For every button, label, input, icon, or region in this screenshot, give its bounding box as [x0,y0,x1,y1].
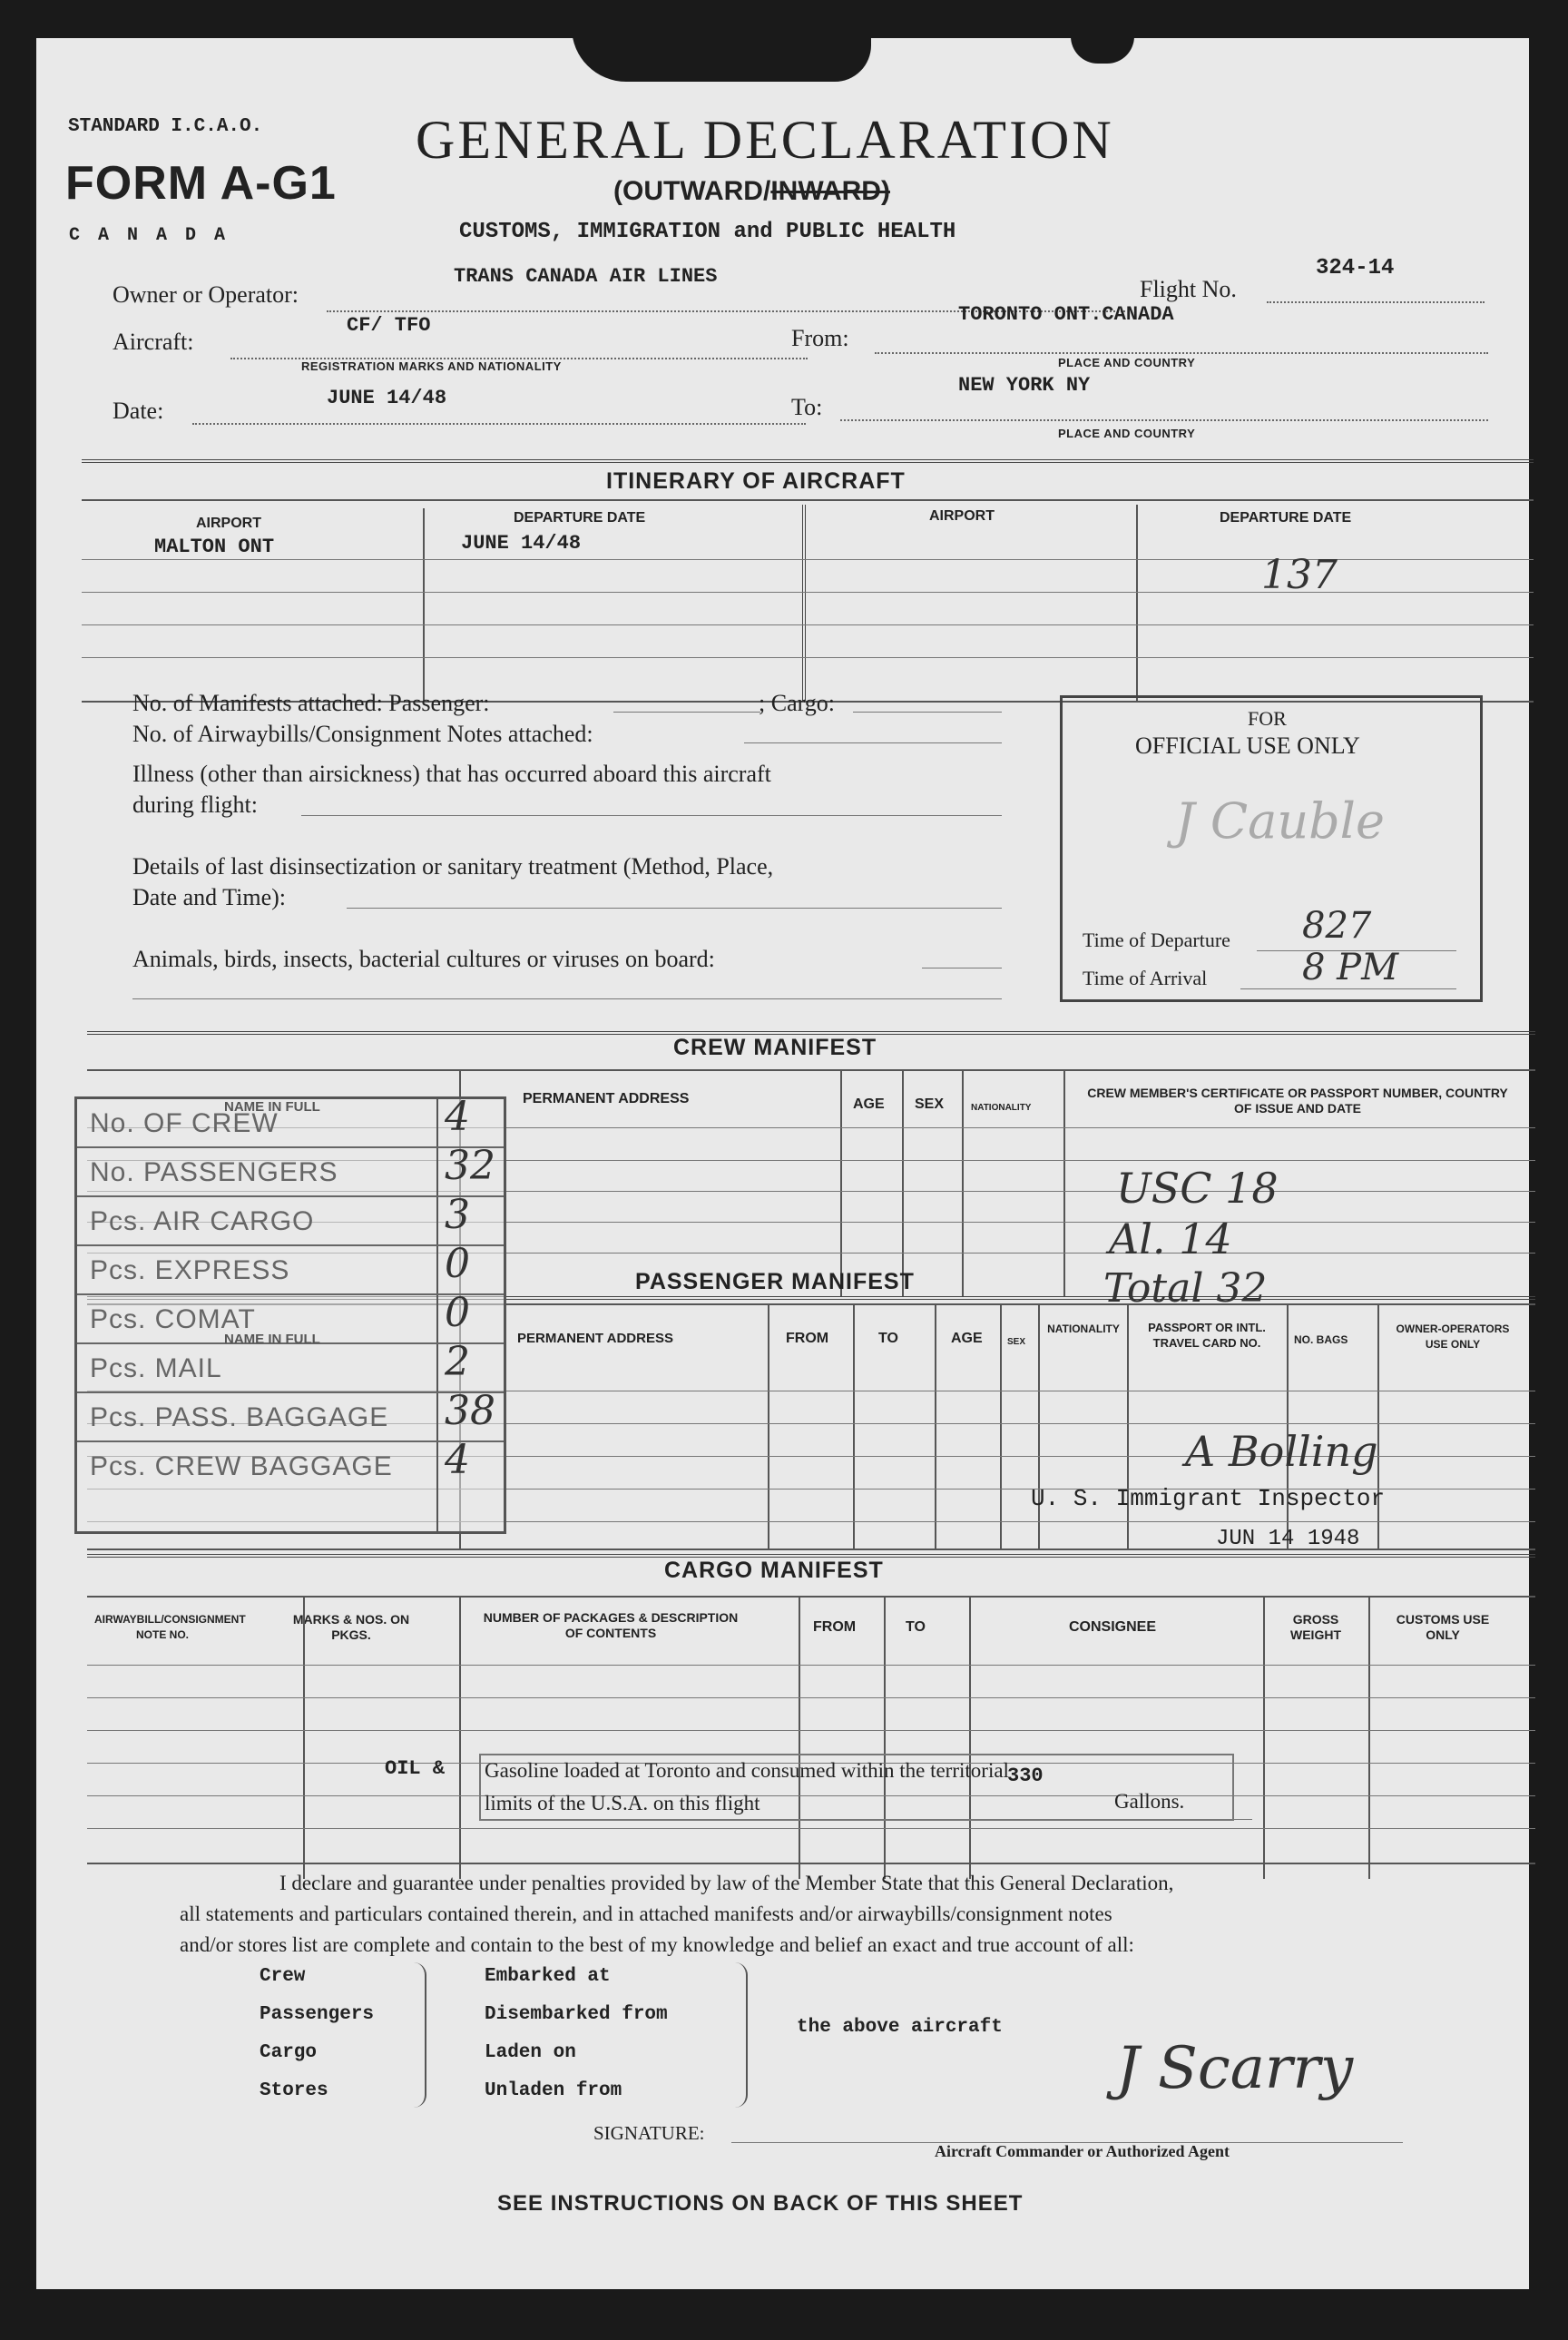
stamp-row-express [77,1241,504,1295]
departure-value: 827 [1302,905,1372,947]
stamp-value: 2 [445,1339,470,1385]
from-label: From: [791,325,849,351]
commander-signature: J Scarry [1116,2035,1354,2102]
stamp-row-pass-baggage [77,1388,504,1442]
cargo-row-2 [87,1697,1535,1698]
official-signature: J Cauble [1175,792,1385,850]
stamp-label: No. PASSENGERS [90,1157,338,1187]
cargo-gallons: Gallons. [1114,1790,1185,1813]
date-value: JUNE 14/48 [327,387,447,409]
decl-item-stores: Stores [260,2080,328,2101]
pass-col-nationality: NATIONALITY [1047,1322,1120,1335]
cargo-fuel-line-2: limits of the U.S.A. on this flight [485,1792,760,1814]
stamp-value: 4 [445,1094,470,1140]
cargo-manifest-title: CARGO MANIFEST [664,1558,884,1583]
cargo-fuel-amount: 330 [1007,1765,1044,1787]
direction-line [613,176,890,207]
itinerary-header-rule [82,499,1534,501]
passenger-manifest-title: PASSENGER MANIFEST [635,1269,915,1294]
from-value: TORONTO ONT.CANADA [958,303,1174,326]
animals-label: Animals, birds, insects, bacterial cultures or viruses on board: [132,946,715,972]
flight-value: 324-14 [1316,256,1395,280]
crew-divider-4 [962,1071,964,1296]
passenger-count-line [613,712,760,713]
pass-col-to: TO [878,1331,898,1346]
signature-label: SIGNATURE: [593,2122,705,2144]
stamp-value: 32 [445,1143,495,1189]
declaration-line-1: I declare and guarantee under penalties provided by law of the Member State that this General Declaration, [279,1872,1174,1894]
official-use-title: OFFICIAL USE ONLY [1135,732,1360,759]
stamp-label: Pcs. COMAT [90,1304,256,1334]
pass-col-passport: PASSPORT OR INTL. TRAVEL CARD NO. [1148,1321,1266,1350]
owner-value: TRANS CANADA AIR LINES [454,265,718,288]
declaration-line-2: all statements and particulars contained therein, and in attached manifests and/or airwaybills/consignment notes [180,1902,1112,1925]
itin-col-airport-2: AIRPORT [929,508,995,524]
stamp-label: Pcs. PASS. BAGGAGE [90,1402,389,1432]
itin-divider-1 [423,508,425,703]
crew-col-nationality: NATIONALITY [971,1103,1032,1113]
stamp-row-air-cargo [77,1192,504,1246]
stamp-row-crew-baggage [77,1437,504,1490]
stamp-label: Pcs. AIR CARGO [90,1206,315,1236]
decl-item-cargo: Cargo [260,2042,318,2063]
decl-action-laden: Laden on [485,2042,576,2063]
crew-col-certificate: CREW MEMBER'S CERTIFICATE OR PASSPORT NUMBER, COUNTRY OF ISSUE AND DATE [1087,1086,1508,1116]
cargo-divider-1 [303,1598,305,1879]
inspector-stamp-date: JUN 14 1948 [1216,1527,1360,1551]
form-number: FORM A-G1 [65,157,337,210]
cargo-col-packages: NUMBER OF PACKAGES & DESCRIPTION OF CONTENTS [483,1610,739,1640]
itin-airport-value: MALTON ONT [154,536,275,558]
cargo-divider-2 [459,1598,461,1879]
place-caption-2: PLACE AND COUNTRY [1058,427,1196,440]
cargo-divider-3 [799,1598,800,1879]
cargo-col-consignee: CONSIGNEE [1069,1619,1157,1635]
airwaybills-label: No. of Airwaybills/Consignment Notes attached: [132,721,593,747]
itin-row-4 [82,657,1534,658]
pass-divider-4 [1000,1305,1002,1549]
country-label: C A N A D A [69,225,230,246]
outward-label: (OUTWARD/ [613,176,771,206]
pass-divider-2 [853,1305,855,1549]
flight-line [1267,301,1485,303]
decl-action-unladen: Unladen from [485,2080,622,2101]
inspector-stamp: U. S. Immigrant Inspector [1031,1485,1386,1512]
pass-divider-3 [935,1305,936,1549]
declaration-line-3: and/or stores list are complete and contain to the best of my knowledge and belief an exact and true account of all: [180,1933,1134,1956]
crew-col-age: AGE [853,1096,885,1112]
stamp-row-passengers [77,1143,504,1197]
cargo-bottom-rule [87,1863,1535,1864]
manifests-attached-label: No. of Manifests attached: Passenger: [132,690,490,716]
itin-row-3 [82,624,1534,625]
declaration-form [36,38,1529,2289]
illness-line [301,815,1002,816]
itin-col-airport-1: AIRPORT [196,516,261,531]
cargo-col-marks: MARKS & NOS. ON PKGS. [292,1612,410,1642]
crew-hw-usc: USC 18 [1116,1164,1279,1213]
date-line [192,423,806,425]
pass-col-bags: NO. BAGS [1294,1333,1348,1346]
arrival-line [1240,988,1456,989]
cargo-col-from: FROM [813,1619,857,1635]
cargo-divider-5 [969,1598,971,1879]
animals-line-2 [132,998,1002,999]
crew-col-name: NAME IN FULL [224,1099,320,1115]
decl-item-passengers: Passengers [260,2004,375,2025]
itin-col-date-2: DEPARTURE DATE [1220,510,1352,526]
pass-col-from: FROM [786,1331,829,1346]
signer-caption: Aircraft Commander or Authorized Agent [935,2142,1230,2160]
stamp-label: Pcs. EXPRESS [90,1255,290,1285]
airwaybills-line [744,742,1002,743]
decl-aircraft: the above aircraft [797,2017,1003,2038]
official-for-label: FOR [1248,707,1287,730]
itin-divider-2 [802,505,806,703]
official-use-box [1060,695,1483,1002]
illness-label-1: Illness (other than airsickness) that has occurred aboard this aircraft [132,761,771,787]
stamp-value: 0 [445,1241,470,1287]
crew-col-sex: SEX [915,1096,945,1112]
to-label: To: [791,394,823,420]
itin-handwritten-value: 137 [1261,552,1338,598]
itinerary-top-rule [82,459,1534,463]
cargo-row-1 [87,1665,1535,1666]
decl-bracket-left [414,1962,426,2108]
crew-divider-5 [1063,1071,1065,1296]
pass-divider-1 [768,1305,769,1549]
footer-instructions: SEE INSTRUCTIONS ON BACK OF THIS SHEET [497,2191,1024,2216]
crew-manifest-title: CREW MANIFEST [673,1035,877,1060]
itin-divider-3 [1136,505,1138,703]
cargo-fuel-line-1: Gasoline loaded at Toronto and consumed within the territorial [485,1759,1009,1782]
cargo-typed-box [479,1754,1234,1821]
stamp-label: Pcs. MAIL [90,1353,222,1383]
pass-col-age: AGE [951,1331,983,1346]
stamp-value: 0 [445,1290,470,1336]
decl-bracket-right [735,1962,748,2108]
cargo-col-weight: GROSS WEIGHT [1290,1612,1341,1642]
to-line [840,419,1488,421]
cargo-count-line [853,712,1002,713]
disinsect-line [347,908,1002,909]
registration-caption: REGISTRATION MARKS AND NATIONALITY [301,359,562,373]
aircraft-label: Aircraft: [113,329,194,355]
stamp-value: 3 [445,1192,470,1238]
crew-hw-al: Al. 14 [1109,1214,1232,1263]
stamp-label: No. OF CREW [90,1108,279,1138]
cargo-divider-6 [1263,1598,1265,1879]
crew-header-rule [87,1069,1535,1071]
itinerary-title: ITINERARY OF AIRCRAFT [606,468,906,494]
cargo-col-awb: AIRWAYBILL/CONSIGNMENT NOTE NO. [94,1613,246,1641]
pass-col-owner: OWNER-OPERATORS USE ONLY [1396,1322,1510,1351]
cargo-divider-7 [1368,1598,1370,1879]
stamp-row-crew [77,1094,504,1148]
cargo-row-3 [87,1730,1535,1731]
to-value: NEW YORK NY [958,374,1091,397]
inward-label: INWARD) [770,176,890,206]
crew-hw-total: Total 32 [1103,1265,1268,1312]
count-stamp [74,1096,506,1534]
owner-label: Owner or Operator: [113,281,299,308]
cargo-col-to: TO [906,1619,926,1635]
subtitle: CUSTOMS, IMMIGRATION and PUBLIC HEALTH [459,220,956,244]
cargo-row-6 [87,1828,1535,1829]
decl-item-crew: Crew [260,1966,306,1987]
disinsect-label-2: Date and Time): [132,884,286,910]
stamp-label: Pcs. CREW BAGGAGE [90,1451,393,1481]
stamp-value: 4 [445,1437,470,1483]
decl-action-embarked: Embarked at [485,1966,611,1987]
departure-label: Time of Departure [1083,929,1230,951]
itin-date-value: JUNE 14/48 [461,532,582,555]
cargo-col-customs: CUSTOMS USE ONLY [1396,1612,1490,1642]
pass-col-address: PERMANENT ADDRESS [517,1331,673,1346]
crew-divider-3 [902,1071,904,1296]
place-caption-1: PLACE AND COUNTRY [1058,356,1196,369]
inspector-signature: A Bolling [1185,1427,1378,1476]
disinsect-label-1: Details of last disinsectization or sanitary treatment (Method, Place, [132,853,774,880]
arrival-label: Time of Arrival [1083,967,1208,989]
flight-label: Flight No. [1140,276,1237,302]
torn-edge [572,27,871,82]
crew-col-address: PERMANENT ADDRESS [523,1091,690,1106]
illness-label-2: during flight: [132,791,258,818]
arrival-value: 8 PM [1302,947,1399,988]
itin-col-date-1: DEPARTURE DATE [514,510,646,526]
from-line [875,352,1488,354]
page-title: GENERAL DECLARATION [416,110,1114,170]
cargo-divider-4 [884,1598,886,1879]
cargo-oil: OIL & [385,1757,446,1780]
pass-col-sex: SEX [1007,1337,1026,1347]
aircraft-value: CF/ TFO [347,314,431,337]
date-label: Date: [113,398,164,424]
crew-divider-2 [840,1071,842,1296]
cargo-label: ; Cargo: [759,690,836,716]
decl-action-disembarked: Disembarked from [485,2004,668,2025]
stamp-value: 38 [445,1388,495,1434]
pass-col-name: NAME IN FULL [224,1332,320,1347]
standard-label: STANDARD I.C.A.O. [68,116,263,137]
